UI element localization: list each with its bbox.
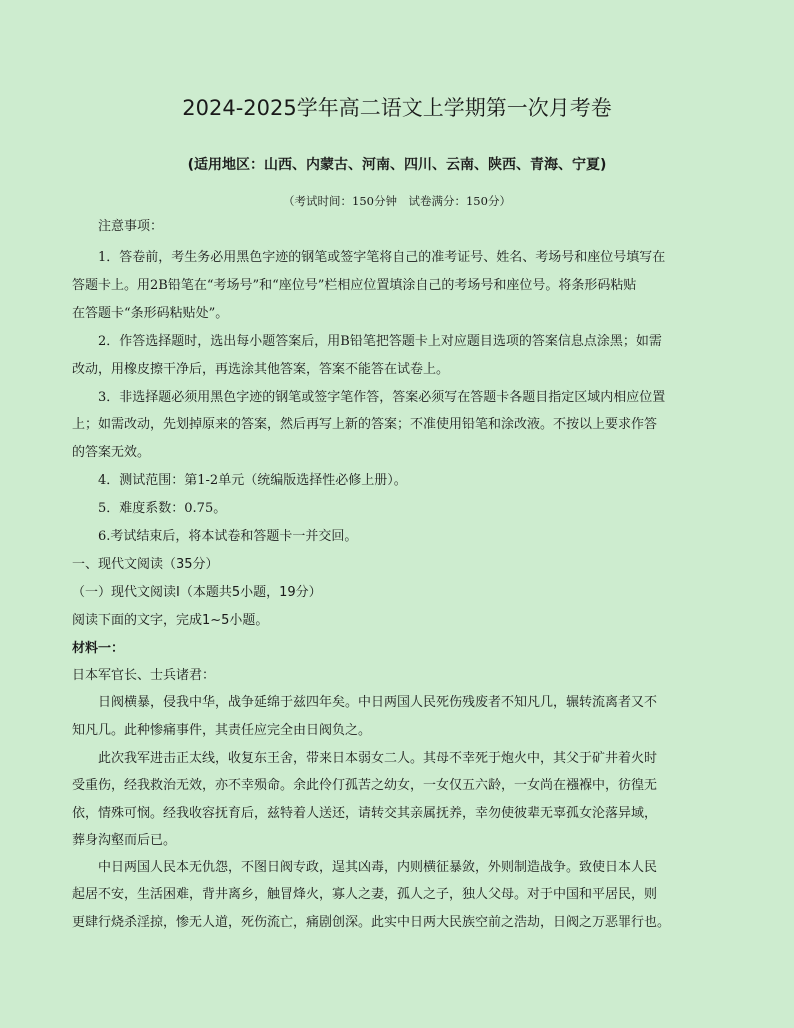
notice-heading: 注意事项： xyxy=(98,219,164,234)
letter-paragraph-1-line-1: 日阀横暴，侵我中华，战争延绵于兹四年矣。中日两国人民死伤残废者不知凡几，辗转流离者又不 xyxy=(98,695,658,710)
letter-paragraph-2-line-1: 此次我军进击正太线，收复东王舍，带来日本弱女二人。其母不幸死于炮火中，其父于矿井着火时 xyxy=(98,751,658,766)
notice-3-line-2: 上；如需改动，先划掉原来的答案，然后再写上新的答案；不准使用铅笔和涂改液。不按以上要求作答 xyxy=(72,417,658,432)
notice-4: 4．测试范围：第1-2单元（统编版选择性必修上册）。 xyxy=(98,473,407,488)
applicable-regions: (适用地区：山西、内蒙古、河南、四川、云南、陕西、青海、宁夏) xyxy=(187,157,607,173)
letter-paragraph-2-line-2: 受重伤，经我救治无效，亦不幸殒命。余此伶仃孤苦之幼女，一女仅五六龄，一女尚在襁褓中，彷徨无 xyxy=(72,778,658,793)
notice-5: 5．难度系数：0.75。 xyxy=(98,501,227,516)
letter-paragraph-1-line-2: 知凡几。此种惨痛事件，其责任应完全由日阀负之。 xyxy=(72,723,372,738)
letter-paragraph-3-line-3: 更肆行烧杀淫掠，惨无人道，死伤流亡，痛剧创深。此实中日两大民族空前之浩劫，日阀之万恶罪行也。 xyxy=(72,915,671,930)
exam-title: 2024-2025学年高二语文上学期第一次月考卷 xyxy=(182,96,612,120)
reading-instruction: 阅读下面的文字，完成1~5小题。 xyxy=(72,613,269,628)
notice-2-line-1: 2．作答选择题时，选出每小题答案后，用B铅笔把答题卡上对应题目选项的答案信息点涂黑；如需 xyxy=(98,334,662,349)
material-heading: 材料一： xyxy=(72,641,125,656)
subsection-heading: （一）现代文阅读Ⅰ（本题共5小题，19分） xyxy=(72,585,322,600)
letter-paragraph-3-line-1: 中日两国人民本无仇怨，不图日阀专政，逞其凶毒，内则横征暴敛，外则制造战争。致使日本人民 xyxy=(98,860,658,875)
letter-salutation: 日本军官长、士兵诸君： xyxy=(72,668,216,683)
notice-6: 6.考试结束后，将本试卷和答题卡一并交回。 xyxy=(98,529,358,544)
letter-paragraph-2-line-4: 葬身沟壑而后已。 xyxy=(72,833,177,848)
section-heading: 一、现代文阅读（35分） xyxy=(72,557,219,572)
notice-1-line-2: 答题卡上。用2B铅笔在“考场号”和“座位号”栏相应位置填涂自己的考场号和座位号。将条形码粘贴 xyxy=(72,278,637,293)
notice-2-line-2: 改动，用橡皮擦干净后，再选涂其他答案，答案不能答在试卷上。 xyxy=(72,362,450,377)
exam-time-and-score: （考试时间：150分钟 试卷满分：150分） xyxy=(283,194,511,208)
letter-paragraph-2-line-3: 依，情殊可悯。经我收容抚育后，兹特着人送还，请转交其亲属抚养，幸勿使彼辈无辜孤女沦落异域， xyxy=(72,806,658,821)
notice-3-line-3: 的答案无效。 xyxy=(72,445,151,460)
letter-paragraph-3-line-2: 起居不安，生活困难，背井离乡，触冒烽火，寡人之妻，孤人之子，独人父母。对于中国和平居民，则 xyxy=(72,887,658,902)
notice-1-line-1: 1．答卷前，考生务必用黑色字迹的钢笔或签字笔将自己的准考证号、姓名、考场号和座位号填写在 xyxy=(98,250,666,265)
notice-1-line-3: 在答题卡“条形码粘贴处”。 xyxy=(72,306,229,321)
notice-3-line-1: 3．非选择题必须用黑色字迹的钢笔或签字笔作答，答案必须写在答题卡各题目指定区域内相应位置 xyxy=(98,390,666,405)
